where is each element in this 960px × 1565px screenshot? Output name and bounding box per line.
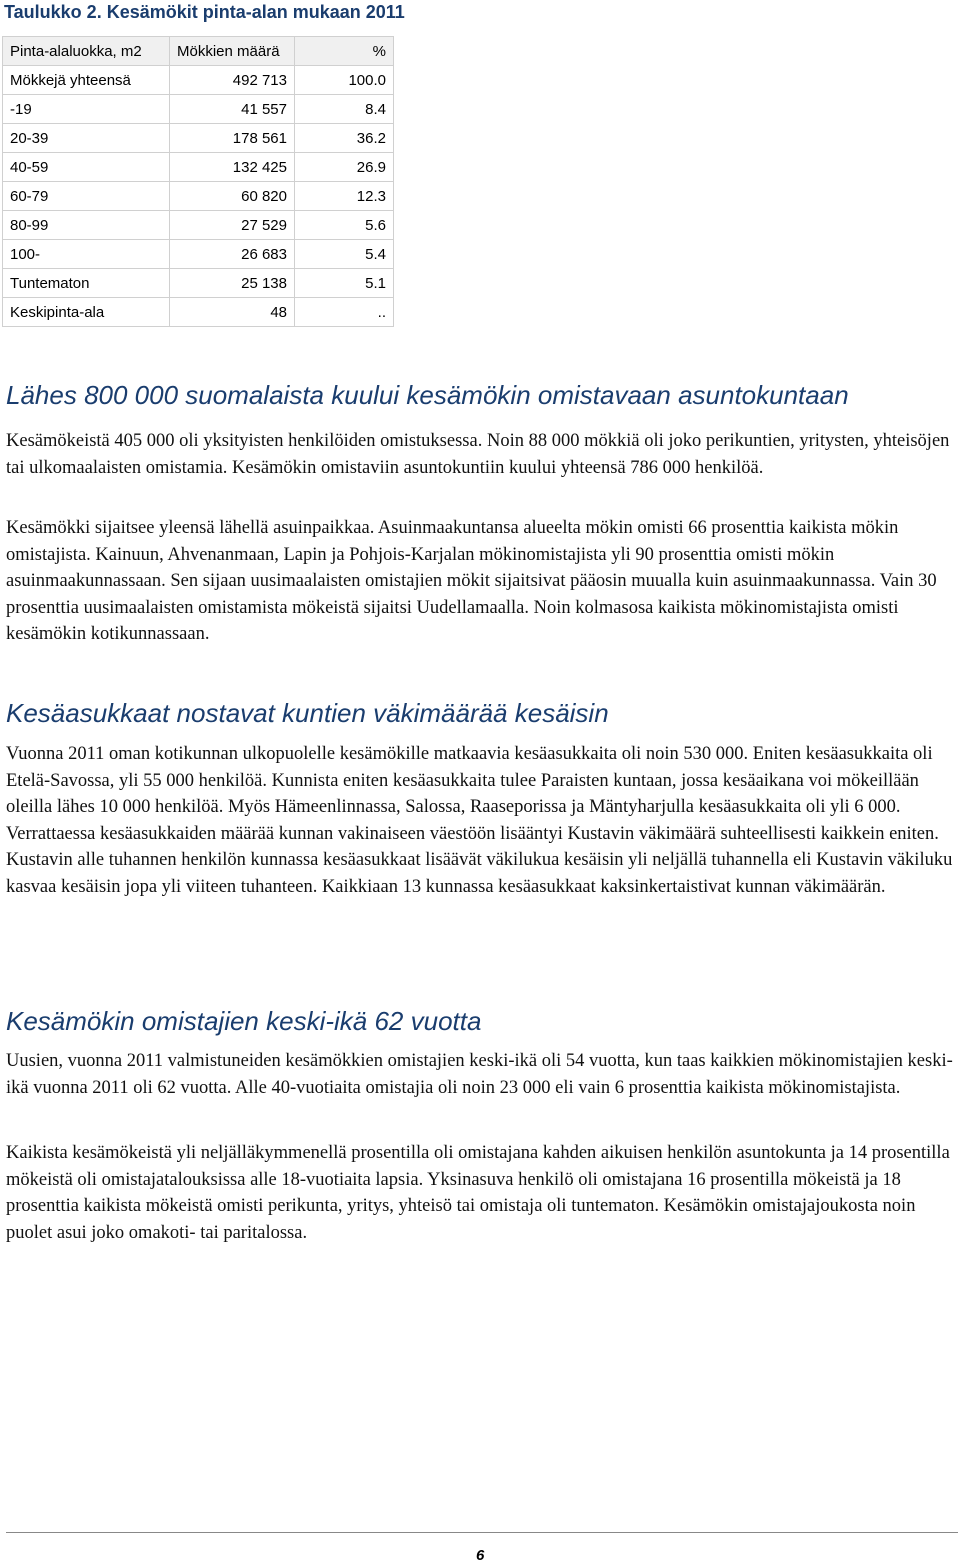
paragraph-ownership-1: Kesämökeistä 405 000 oli yksityisten henkilöiden omistuksessa. Noin 88 000 mökkiä oli joko perikuntien, yritysten, yhteisöjen tai ulkomaalaisten omistamia. Kesämökin omistaviin asuntokuntiin kuului yhteensä 786 000 henkilöä. xyxy=(6,431,950,478)
table-row xyxy=(3,66,394,95)
table-cell-count: 25 138 xyxy=(170,269,295,298)
column-header-count: Mökkien määrä xyxy=(170,37,295,66)
paragraph-owner-age-2: Kaikista kesämökeistä yli neljälläkymmenellä prosentilla oli omistajana kahden aikuisen henkilön asuntokunta ja 14 prosentilla mökeistä oli omistajatalouksissa alle 18-vuotiaita lapsia. Yksinasuva henkilö oli omistajana 16 prosentilla mökeistä ja 18 prosenttia kaikista mökeistä omisti perikunta, yritys, yhteisö tai omistaja oli tuntematon. Kesämökin omistajajoukosta noin puolet asui joko omakoti- tai paritalossa. xyxy=(6,1143,950,1243)
column-header-area: Pinta-alaluokka, m2 xyxy=(3,37,170,66)
table-cell-percent: 100.0 xyxy=(295,66,394,95)
section-heading-ownership: Lähes 800 000 suomalaista kuului kesämökin omistavaan asuntokuntaan xyxy=(6,380,849,410)
table-cell-count: 178 561 xyxy=(170,124,295,153)
table-cell-percent: 5.1 xyxy=(295,269,394,298)
table-cell-area: 40-59 xyxy=(3,153,170,182)
table-cell-count: 132 425 xyxy=(170,153,295,182)
cottage-area-table xyxy=(2,36,394,327)
table-cell-area: 60-79 xyxy=(3,182,170,211)
table-row xyxy=(3,240,394,269)
page-number: 6 xyxy=(476,1547,485,1564)
section-heading-owner-age: Kesämökin omistajien keski-ikä 62 vuotta xyxy=(6,1006,482,1036)
paragraph-owner-age-1: Uusien, vuonna 2011 valmistuneiden kesämökkien omistajien keski-ikä oli 54 vuotta, kun taas kaikkien mökinomistajien keski-ikä vuonna 2011 oli 62 vuotta. Alle 40-vuotiaita omistajia oli noin 23 000 eli vain 6 prosenttia kaikista mökinomistajista. xyxy=(6,1051,953,1098)
table-cell-count: 60 820 xyxy=(170,182,295,211)
table-cell-area: 80-99 xyxy=(3,211,170,240)
table-row xyxy=(3,211,394,240)
table-cell-count: 48 xyxy=(170,298,295,327)
table-cell-percent: 8.4 xyxy=(295,95,394,124)
table-cell-area: 20-39 xyxy=(3,124,170,153)
table-cell-percent: 5.6 xyxy=(295,211,394,240)
table-cell-area: Tuntematon xyxy=(3,269,170,298)
table-row xyxy=(3,182,394,211)
table-cell-area: -19 xyxy=(3,95,170,124)
footer-divider xyxy=(6,1532,958,1533)
table-cell-percent: 5.4 xyxy=(295,240,394,269)
table-cell-area: Keskipinta-ala xyxy=(3,298,170,327)
table-header-row xyxy=(3,37,394,66)
table-cell-percent: 36.2 xyxy=(295,124,394,153)
paragraph-summer-residents: Vuonna 2011 oman kotikunnan ulkopuolelle kesämökille matkaavia kesäasukkaita oli noin 530 000. Eniten kesäasukkaita oli Etelä-Savossa, yli 55 000 henkilöä. Kunnista eniten kesäasukkaita tulee Paraisten kuntaan, jossa kesäaikana voi mökeillään oleilla lähes 10 000 henkilöä. Myös Hämeenlinnassa, Salossa, Raaseporissa ja Mäntyharjulla kesäasukkaita oli yli 6 000. Verrattaessa kesäasukkaiden määrää kunnan vakinaiseen väestöön lisääntyi Kustavin väkimäärä suhteellisesti kaikkein eniten. Kustavin alle tuhannen henkilön kunnassa kesäasukkaat lisäävät väkilukua kesäisin yli neljällä tuhannella eli Kustavin väkiluku kasvaa kesäisin jopa yli viiteen tuhanteen. Kaikkiaan 13 kunnassa kesäasukkaat kaksinkertaistivat kunnan väkimäärän. xyxy=(6,744,953,897)
section-heading-summer-residents: Kesäasukkaat nostavat kuntien väkimäärää kesäisin xyxy=(6,698,609,728)
table-cell-count: 26 683 xyxy=(170,240,295,269)
table-cell-area: 100- xyxy=(3,240,170,269)
table-row xyxy=(3,269,394,298)
table-cell-percent: 26.9 xyxy=(295,153,394,182)
table-cell-percent: .. xyxy=(295,298,394,327)
table-title: Taulukko 2. Kesämökit pinta-alan mukaan 2011 xyxy=(4,2,405,22)
paragraph-ownership-2: Kesämökki sijaitsee yleensä lähellä asuinpaikkaa. Asuinmaakuntansa alueelta mökin omisti 66 prosenttia kaikista mökin omistajista. Kainuun, Ahvenanmaan, Lapin ja Pohjois-Karjalan mökinomistajista yli 90 prosenttia omisti mökin asuinmaakunnassaan. Sen sijaan uusimaalaisten omistajien mökit sijaitsivat pääosin muualla kuin asuinmaakunnassa. Vain 30 prosenttia uusimaalaisten omistamista mökeistä sijaitsi Uudellamaalla. Noin kolmasosa kaikista mökinomistajista omisti kesämökin kotikunnassaan. xyxy=(6,518,937,644)
table-cell-area: Mökkejä yhteensä xyxy=(3,66,170,95)
table-row xyxy=(3,95,394,124)
table-row xyxy=(3,298,394,327)
table-cell-count: 41 557 xyxy=(170,95,295,124)
table-row xyxy=(3,153,394,182)
table-row xyxy=(3,124,394,153)
table-cell-percent: 12.3 xyxy=(295,182,394,211)
column-header-percent: % xyxy=(295,37,394,66)
table-cell-count: 492 713 xyxy=(170,66,295,95)
table-cell-count: 27 529 xyxy=(170,211,295,240)
